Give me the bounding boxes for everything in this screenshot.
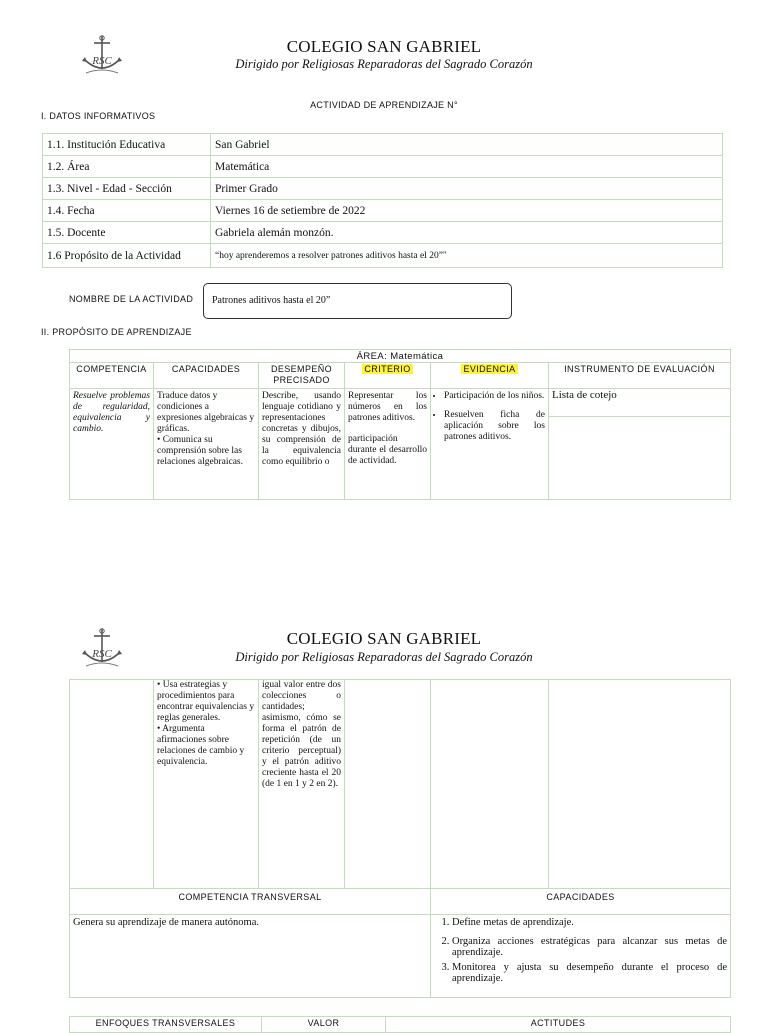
criterio-cont-cell (345, 680, 431, 889)
info-value: San Gabriel (211, 134, 723, 156)
evidencia-highlight: EVIDENCIA (463, 364, 516, 374)
table-row (43, 156, 723, 178)
capacidad-item: 2. Organiza acciones estratégicas para alcanzar sus metas de aprendizaje. (452, 936, 727, 958)
competencia-cont-cell (70, 680, 154, 889)
criterio-item: participación durante el desarrollo de actividad. (348, 434, 427, 466)
col-desempeno-line1: DESEMPEÑO (270, 364, 333, 374)
evidencia-cell (431, 389, 549, 500)
activity-heading: ACTIVIDAD DE APRENDIZAJE N° (310, 100, 458, 110)
table-row (43, 244, 723, 268)
info-value: Primer Grado (211, 178, 723, 200)
svg-text:RSC: RSC (92, 648, 112, 660)
info-value: “hoy aprenderemos a resolver patrones aditivos hasta el 20”" (211, 244, 723, 268)
proposito-table-page1 (69, 349, 731, 500)
school-subtitle: Dirigido por Religiosas Reparadoras del Sagrado Corazón (235, 57, 533, 71)
instrumento-empty-cell (549, 417, 731, 500)
evidencia-item: • Resuelven ficha de aplicación sobre los patrones aditivos. (444, 410, 545, 443)
table-row (43, 222, 723, 244)
desempeno-cell: Describe, usando lenguaje cotidiano y representaciones concretas y dibujos, su comprensión de la equivalencia como equilibrio o (259, 389, 345, 500)
capacidades-cont-cell: • Usa estrategias y procedimientos para encontrar equivalencias y reglas generales. • Argumenta afirmaciones sobre relaciones de cambio y equivalencia. (154, 680, 259, 889)
competencia-cell: Resuelve problemas de regularidad, equivalencia y cambio. (70, 389, 154, 500)
info-label: 1.2. Área (43, 156, 211, 178)
info-value: Gabriela alemán monzón. (211, 222, 723, 244)
col-enfoques: ENFOQUES TRANSVERSALES (70, 1017, 262, 1033)
activity-name-box (203, 283, 512, 319)
table-row (43, 200, 723, 222)
col-competencia: COMPETENCIA (70, 363, 154, 389)
desempeno-cont-cell: igual valor entre dos colecciones o cantidades; asimismo, cómo se forma el patrón de repetición (de un criterio perceptual) y el patrón aditivo creciente hasta el 20 (de 1 en 1 y 2 en 2). (259, 680, 345, 889)
col-valor: VALOR (262, 1017, 386, 1033)
col-desempeno (259, 363, 345, 389)
col-evidencia (431, 363, 549, 389)
col-instrumento: INSTRUMENTO DE EVALUACIÓN (549, 363, 731, 389)
capacidad-item: 3. Monitorea y ajusta su desempeño durante el proceso de aprendizaje. (452, 962, 727, 984)
capacidad-item: 1. Define metas de aprendizaje. (452, 917, 727, 928)
criterio-highlight: CRITERIO (364, 364, 411, 374)
table-row (43, 178, 723, 200)
info-value: Matemática (211, 156, 723, 178)
transversal-capacidades-header: CAPACIDADES (431, 889, 731, 915)
col-desempeno-line2: PRECISADO (273, 375, 330, 385)
col-actitudes: ACTITUDES (386, 1017, 731, 1033)
activity-name-value: Patrones aditivos hasta el 20” (212, 295, 331, 306)
info-label: 1.3. Nivel - Edad - Sección (43, 178, 211, 200)
instrumento-cell: Lista de cotejo (549, 389, 731, 417)
evidencia-cont-cell (431, 680, 549, 889)
info-label: 1.1. Institución Educativa (43, 134, 211, 156)
criterio-item: Representar los números en los patrones aditivos. (348, 391, 427, 423)
col-capacidades: CAPACIDADES (154, 363, 259, 389)
transversal-cell: Genera su aprendizaje de manera autónoma. (70, 915, 431, 998)
enfoques-table (69, 1016, 731, 1033)
capacidades-cell: Traduce datos y condiciones a expresiones algebraicas y gráficas. • Comunica su comprensión sobre las relaciones algebraicas. (154, 389, 259, 500)
section1-heading: I. DATOS INFORMATIVOS (41, 111, 156, 121)
criterio-cell (345, 389, 431, 500)
datos-informativos-table (42, 133, 723, 268)
col-criterio (345, 363, 431, 389)
svg-text:RSC: RSC (92, 55, 112, 67)
section2-heading: II. PROPÓSITO DE APRENDIZAJE (41, 327, 192, 337)
school-subtitle: Dirigido por Religiosas Reparadoras del Sagrado Corazón (235, 650, 533, 664)
info-label: 1.6 Propósito de la Actividad (43, 244, 211, 268)
school-title: COLEGIO SAN GABRIEL (286, 629, 482, 648)
area-header: ÁREA: Matemática (70, 350, 731, 363)
info-value: Viernes 16 de setiembre de 2022 (211, 200, 723, 222)
evidencia-item: • Participación de los niños. (444, 391, 545, 402)
info-label: 1.4. Fecha (43, 200, 211, 222)
info-label: 1.5. Docente (43, 222, 211, 244)
transversal-capacidades-cell (431, 915, 731, 998)
transversal-header: COMPETENCIA TRANSVERSAL (70, 889, 431, 915)
school-title: COLEGIO SAN GABRIEL (286, 37, 482, 56)
proposito-table-page2 (69, 679, 731, 998)
table-row (43, 134, 723, 156)
activity-name-label: NOMBRE DE LA ACTIVIDAD (69, 294, 194, 304)
instrumento-cont-cell (549, 680, 731, 889)
